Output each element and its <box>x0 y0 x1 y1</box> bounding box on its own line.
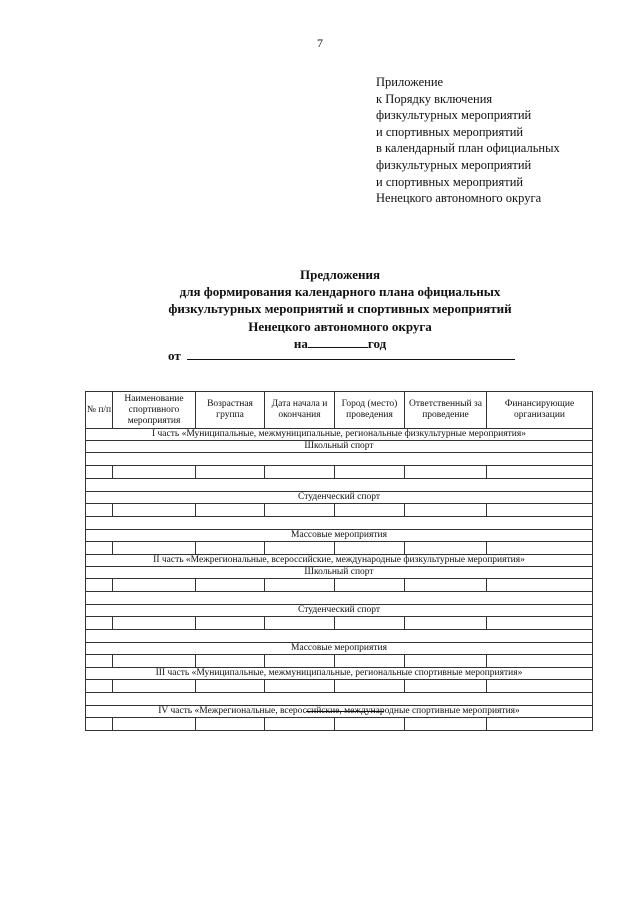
spacer-row <box>86 517 593 530</box>
spacer-row <box>86 630 593 643</box>
section-row <box>86 530 593 542</box>
from-line <box>168 347 515 364</box>
table-cell[interactable] <box>86 680 113 693</box>
appendix-line: и спортивных мероприятий <box>376 124 524 139</box>
section-title: III часть «Муниципальные, межмуниципальные, региональные спортивные мероприятия» <box>86 668 593 680</box>
table-row <box>86 655 593 668</box>
section-row <box>86 643 593 655</box>
subsection-title: Студенческий спорт <box>86 492 593 504</box>
section-row <box>86 441 593 453</box>
appendix-note <box>376 74 560 207</box>
section-row <box>86 567 593 579</box>
table-header-row <box>86 392 593 429</box>
table-cell[interactable] <box>487 617 593 630</box>
table-cell[interactable] <box>487 504 593 517</box>
appendix-line: в календарный план официальных <box>376 141 560 156</box>
table-cell[interactable] <box>113 617 196 630</box>
table-cell[interactable] <box>487 542 593 555</box>
table-cell[interactable] <box>405 617 487 630</box>
table-cell[interactable] <box>265 718 335 731</box>
closing-rule <box>306 711 384 712</box>
table-cell[interactable] <box>405 655 487 668</box>
column-header: Ответственный за проведение <box>405 392 487 429</box>
table-cell[interactable] <box>487 718 593 731</box>
table-cell[interactable] <box>86 466 113 479</box>
appendix-line: Ненецкого автономного округа <box>376 191 542 206</box>
table-cell[interactable] <box>487 466 593 479</box>
section-row <box>86 668 593 680</box>
table-cell[interactable] <box>335 718 405 731</box>
appendix-line: физкультурных мероприятий <box>376 157 532 172</box>
table-cell[interactable] <box>335 655 405 668</box>
subsection-title: Массовые мероприятия <box>86 643 593 655</box>
table-cell[interactable] <box>405 466 487 479</box>
table-cell[interactable] <box>335 680 405 693</box>
table-cell[interactable] <box>487 680 593 693</box>
table-cell[interactable] <box>265 542 335 555</box>
section-row <box>86 605 593 617</box>
table-cell[interactable] <box>196 504 265 517</box>
subsection-title: Массовые мероприятия <box>86 530 593 542</box>
table-cell[interactable] <box>335 579 405 592</box>
from-blank[interactable] <box>187 347 515 360</box>
title-line: физкультурных мероприятий и спортивных мероприятий <box>168 301 512 317</box>
table-cell[interactable] <box>86 617 113 630</box>
table-cell[interactable] <box>265 680 335 693</box>
table-cell[interactable] <box>335 504 405 517</box>
subsection-title: Школьный спорт <box>86 441 593 453</box>
appendix-line: к Порядку включения <box>376 91 493 106</box>
section-title: I часть «Муниципальные, межмуниципальные, региональные физкультурные мероприятия» <box>86 429 593 441</box>
table-cell[interactable] <box>113 542 196 555</box>
spacer-row <box>86 453 593 466</box>
table-cell[interactable] <box>335 466 405 479</box>
table-cell[interactable] <box>335 542 405 555</box>
section-row <box>86 492 593 504</box>
column-header: № п/п <box>86 392 113 429</box>
year-suffix: год <box>367 335 387 351</box>
table-cell[interactable] <box>196 542 265 555</box>
title-line: для формирования календарного плана официальных <box>179 284 501 300</box>
column-header: Возрастная группа <box>196 392 265 429</box>
table-cell[interactable] <box>113 466 196 479</box>
table-cell[interactable] <box>405 542 487 555</box>
table-cell[interactable] <box>86 655 113 668</box>
column-header: Город (место) проведения <box>335 392 405 429</box>
section-title: IV часть «Межрегиональные, всероссийские, международные спортивные мероприятия» <box>86 706 593 718</box>
column-header: Финансирующие организации <box>487 392 593 429</box>
title-line: Предложения <box>299 267 381 282</box>
table-cell[interactable] <box>487 655 593 668</box>
section-row <box>86 429 593 441</box>
plan-table <box>85 391 593 731</box>
table-cell[interactable] <box>487 579 593 592</box>
table-cell[interactable] <box>113 718 196 731</box>
table-cell[interactable] <box>196 680 265 693</box>
table-cell[interactable] <box>265 466 335 479</box>
table-cell[interactable] <box>196 466 265 479</box>
table-cell[interactable] <box>405 718 487 731</box>
column-header: Дата начала и окончания <box>265 392 335 429</box>
table-row <box>86 617 593 630</box>
table-cell[interactable] <box>86 504 113 517</box>
table-row <box>86 579 593 592</box>
table-cell[interactable] <box>86 542 113 555</box>
year-prefix: на <box>293 335 308 351</box>
title-line: Ненецкого автономного округа <box>248 318 432 334</box>
table-cell[interactable] <box>196 579 265 592</box>
spacer-row <box>86 592 593 605</box>
subsection-title: Студенческий спорт <box>86 605 593 617</box>
table-cell[interactable] <box>196 617 265 630</box>
table-cell[interactable] <box>113 655 196 668</box>
section-row <box>86 555 593 567</box>
year-blank[interactable] <box>308 335 368 348</box>
table-cell[interactable] <box>405 579 487 592</box>
table-cell[interactable] <box>86 718 113 731</box>
table-row <box>86 718 593 731</box>
table-cell[interactable] <box>113 579 196 592</box>
table-cell[interactable] <box>265 655 335 668</box>
section-title: II часть «Межрегиональные, всероссийские, международные физкультурные мероприятия» <box>86 555 593 567</box>
spacer-row <box>86 693 593 706</box>
table-cell[interactable] <box>265 579 335 592</box>
table-cell[interactable] <box>265 617 335 630</box>
table-cell[interactable] <box>113 504 196 517</box>
appendix-line: Приложение <box>376 75 444 89</box>
appendix-line: физкультурных мероприятий <box>376 108 532 123</box>
from-label: от <box>168 348 181 363</box>
column-header: Наименование спортивного мероприятия <box>113 392 196 429</box>
subsection-title: Школьный спорт <box>86 567 593 579</box>
table-cell[interactable] <box>265 504 335 517</box>
table-row <box>86 466 593 479</box>
table-cell[interactable] <box>335 617 405 630</box>
page-number: 7 <box>317 36 323 50</box>
table-cell[interactable] <box>113 680 196 693</box>
table-row <box>86 504 593 517</box>
document-title <box>120 266 560 352</box>
table-row <box>86 542 593 555</box>
appendix-line: и спортивных мероприятий <box>376 174 524 189</box>
table-cell[interactable] <box>405 680 487 693</box>
table-cell[interactable] <box>196 655 265 668</box>
table-cell[interactable] <box>86 579 113 592</box>
table-cell[interactable] <box>196 718 265 731</box>
table-cell[interactable] <box>405 504 487 517</box>
table-row <box>86 680 593 693</box>
spacer-row <box>86 479 593 492</box>
